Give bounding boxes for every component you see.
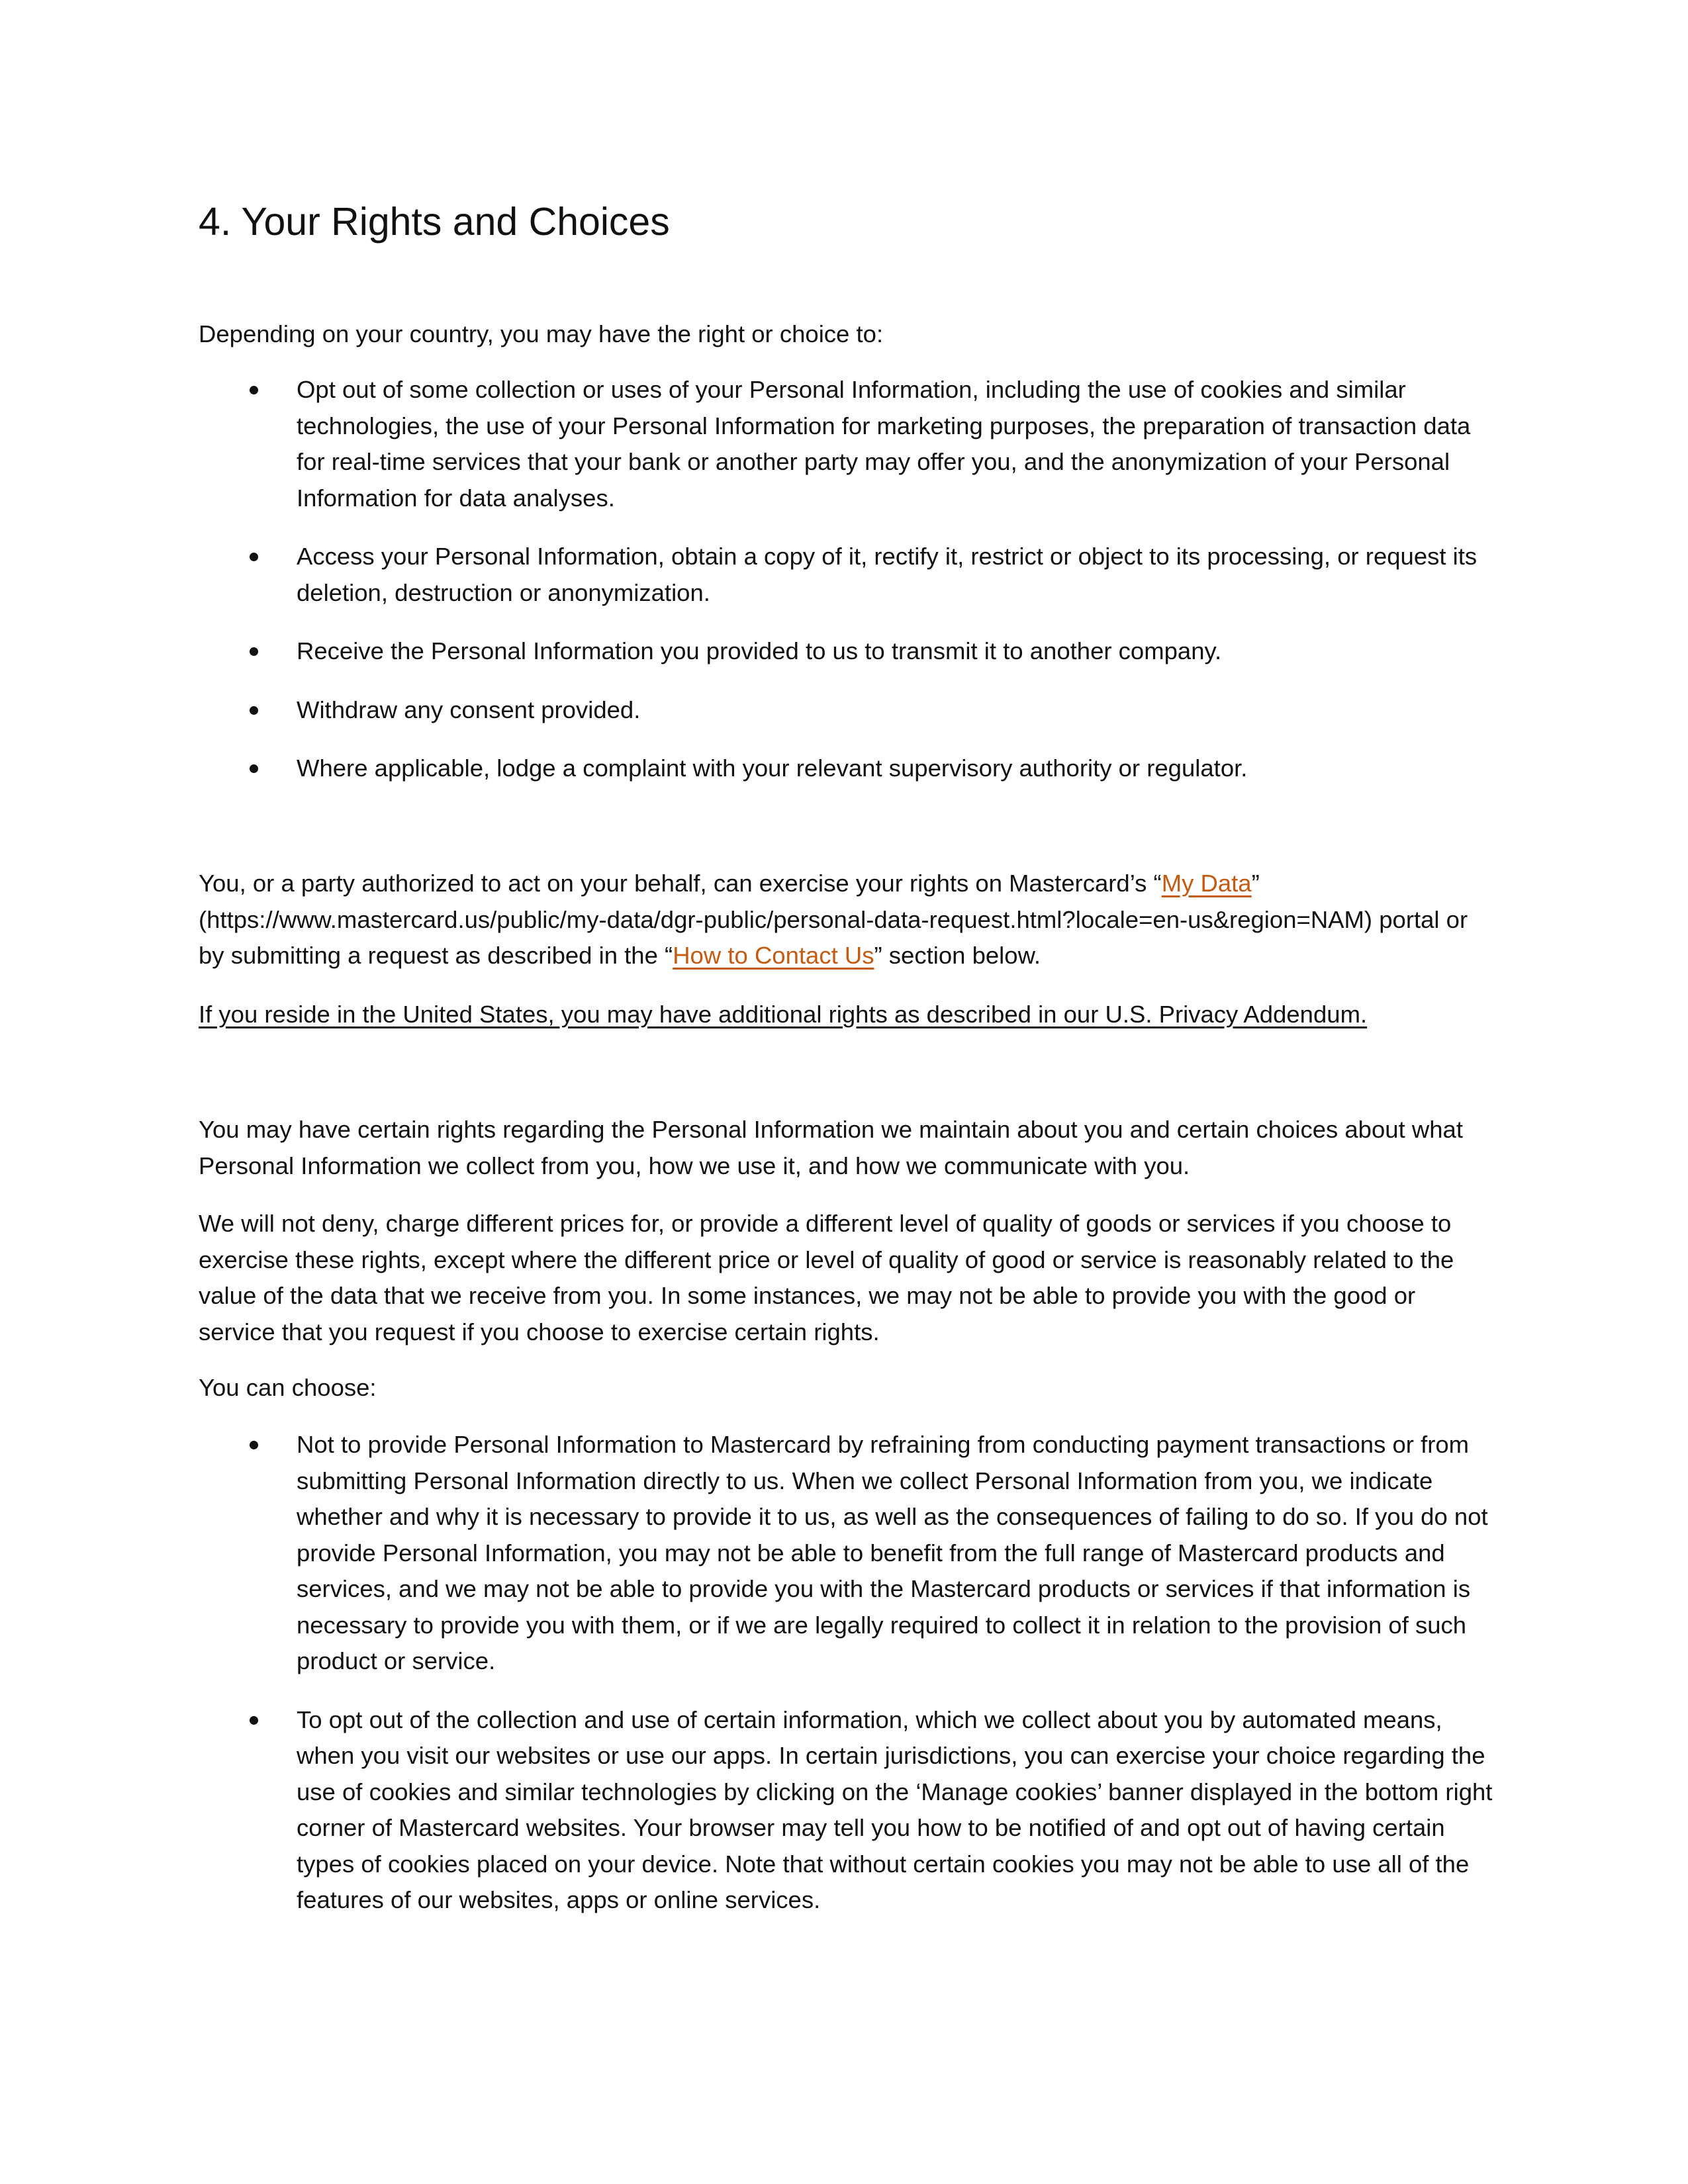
list-item <box>199 539 1496 611</box>
list-item <box>199 1702 1496 1919</box>
list-item-text: Withdraw any consent provided. <box>297 696 641 723</box>
exercise-text-end: ” section below. <box>874 942 1041 969</box>
bullet-icon <box>250 706 258 715</box>
choices-list <box>199 1427 1496 1919</box>
bullet-icon <box>250 1441 258 1449</box>
bullet-icon <box>250 553 258 561</box>
list-item <box>199 633 1496 670</box>
bullet-icon <box>250 386 258 394</box>
list-item-text: To opt out of the collection and use of certain information, which we collect about you by automated means, when you visit our websites or use our apps. In certain jurisdictions, you can exercise your choice regarding the use of cookies and similar technologies by clicking on the ‘Manage cookies’ banner displayed in the bottom right corner of Mastercard websites. Your browser may tell you how to be notified of and opt out of having certain types of cookies placed on your device. Note that without certain cookies you may not be able to use all of the features of our websites, apps or online services. <box>297 1706 1493 1913</box>
choices-intro: You can choose: <box>199 1374 377 1401</box>
list-item-text: Access your Personal Information, obtain a copy of it, rectify it, restrict or object to its processing, or request its deletion, destruction or anonymization. <box>297 543 1477 606</box>
bullet-icon <box>250 647 258 656</box>
list-item <box>199 751 1496 787</box>
non-discrimination-paragraph: We will not deny, charge different prices for, or provide a different level of quality of goods or services if you choose to exercise these rights, except where the different price or level of quality of good or service is reasonably related to the value of the data that we receive from you. In some instances, we may not be able to provide you with the good or service that you request if you choose to exercise certain rights. <box>199 1210 1454 1345</box>
section-heading: 4. Your Rights and Choices <box>199 200 670 244</box>
my-data-link[interactable]: My Data <box>1161 870 1252 897</box>
list-item-text: Where applicable, lodge a complaint with your relevant supervisory authority or regulator. <box>297 754 1248 782</box>
rights-list <box>199 372 1496 787</box>
exercise-rights-paragraph <box>199 866 1496 974</box>
how-to-contact-us-link[interactable]: How to Contact Us <box>673 942 874 969</box>
rights-summary-paragraph: You may have certain rights regarding the Personal Information we maintain about you and certain choices about what Personal Information we collect from you, how we use it, and how we communicate with you. <box>199 1116 1463 1179</box>
list-item-text: Opt out of some collection or uses of your Personal Information, including the use of cookies and similar technologies, the use of your Personal Information for marketing purposes, the preparation of transaction data for real-time services that your bank or another party may offer you, and the anonymization of your Personal Information for data analyses. <box>297 376 1471 512</box>
us-privacy-addendum-notice: If you reside in the United States, you may have additional rights as described in our U.S. Privacy Addendum. <box>199 1001 1368 1028</box>
list-item-text: Not to provide Personal Information to Mastercard by refraining from conducting payment transactions or from submitting Personal Information directly to us. When we collect Personal Information from you, we indicate whether and why it is necessary to provide it to us, as well as the consequences of failing to do so. If you do not provide Personal Information, you may not be able to benefit from the full range of Mastercard products and services, and we may not be able to provide you with the Mastercard products or services if that information is necessary to provide you with them, or if we are legally required to collect it in relation to the provision of such product or service. <box>297 1431 1488 1674</box>
list-item <box>199 372 1496 516</box>
exercise-text-middle: ” (https://www.mastercard.us/public/my-data/dgr-public/personal-data-request.html?locale=en-us&region=NAM) portal or by submitting a request as described in the “ <box>199 870 1468 969</box>
list-item <box>199 1427 1496 1680</box>
bullet-icon <box>250 1716 258 1725</box>
list-item <box>199 692 1496 729</box>
list-item-text: Receive the Personal Information you provided to us to transmit it to another company. <box>297 637 1222 664</box>
exercise-text-start: You, or a party authorized to act on your behalf, can exercise your rights on Mastercard’s “ <box>199 870 1162 897</box>
bullet-icon <box>250 764 258 773</box>
rights-intro: Depending on your country, you may have the right or choice to: <box>199 320 884 347</box>
